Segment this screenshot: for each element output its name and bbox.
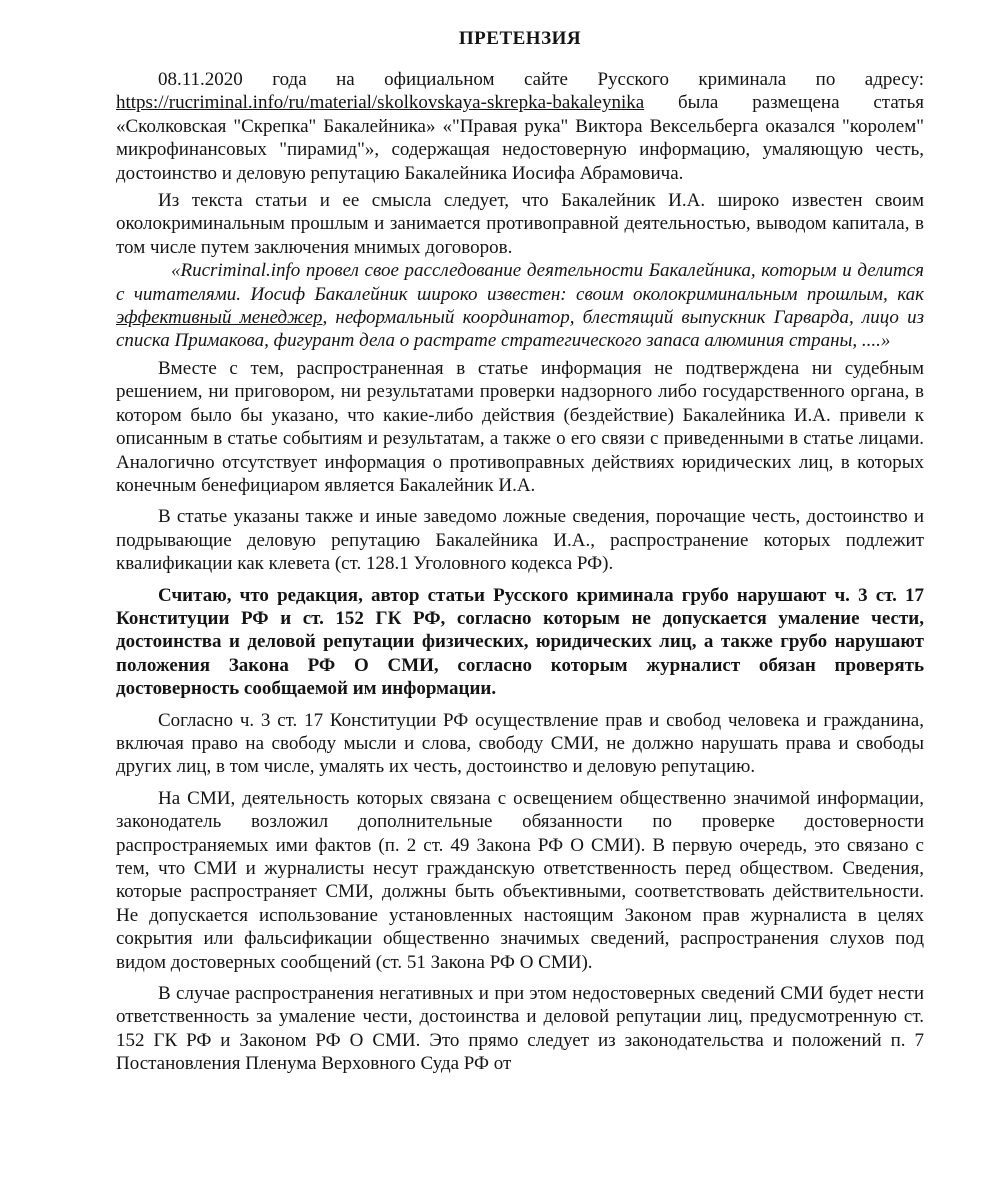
paragraph-article-quote bbox=[116, 259, 924, 353]
document-title: ПРЕТЕНЗИЯ bbox=[458, 28, 582, 49]
paragraph-publication-info bbox=[116, 68, 924, 185]
quote-text: «Rucriminal.info провел свое расследование деятельности Бакалейника, которым и делится с читателями. Иосиф Бакалейник широко известен: своим околокриминальным прошлым, как bbox=[116, 260, 924, 305]
paragraph-article-meaning: Из текста статьи и ее смысла следует, что Бакалейник И.А. широко известен своим околокриминальным прошлым и занимается противоправной деятельностью, выводом капитала, в том числе путем заключения мнимых договоров. bbox=[116, 190, 924, 258]
paragraph-not-confirmed: Вместе с тем, распространенная в статье информация не подтверждена ни судебным решением, ни приговором, ни результатами проверки надзорного либо государственного органа, в котором было бы указано, что какие-либо действия (бездействие) Бакалейника И.А. привели к описанным в статье событиям и результатам, а также о его связи с приведенными в статье лицами. Аналогично отсутствует информация о противоправных действиях юридических лиц, в которых конечным бенефициаром является Бакалейник И.А. bbox=[116, 357, 924, 496]
paragraph-false-info: В статье указаны также и иные заведомо ложные сведения, порочащие честь, достоинство и подрывающие деловую репутацию Бакалейника И.А., распространение которых подлежит квалификации как клевета (ст. 128.1 Уголовного кодекса РФ). bbox=[116, 506, 924, 575]
paragraph-constitution: Согласно ч. 3 ст. 17 Конституции РФ осуществление прав и свобод человека и гражданина, включая право на свободу мысли и слова, свободу СМИ, не должно нарушать права и свободы других лиц, в том числе, умалять их честь, достоинство и деловую репутацию. bbox=[116, 709, 924, 778]
quote-text: , неформальный координатор, блестящий выпускник Гарварда, лицо из списка Примакова, фигурант дела о растрате стратегического запаса алюминия страны, ....» bbox=[116, 307, 924, 352]
document-body bbox=[116, 68, 924, 1076]
paragraph-violation-claim: Считаю, что редакция, автор статьи Русского криминала грубо нарушают ч. 3 ст. 17 Конституции РФ и ст. 152 ГК РФ, согласно которым не допускается умаление чести, достоинства и деловой репутации физических, юридических лиц, а также грубо нарушают положения Закона РФ О СМИ, согласно которым журналист обязан проверять достоверность сообщаемой им информации. bbox=[116, 584, 924, 700]
quote-underlined-text: эффективный менеджер bbox=[116, 307, 323, 329]
paragraph-media-duties: На СМИ, деятельность которых связана с освещением общественно значимой информации, законодатель возложил дополнительные обязанности по проверке достоверности распространяемых ими фактов (п. 2 ст. 49 Закона РФ О СМИ). В первую очередь, это связано с тем, что СМИ и журналисты несут гражданскую ответственность перед обществом. Сведения, которые распространяет СМИ, должны быть объективными, соответствовать действительности. Не допускается использование установленных настоящим Законом прав журналиста в целях сокрытия или фальсификации общественно значимых сведений, распространения слухов под видом достоверных сообщений (ст. 51 Закона РФ О СМИ). bbox=[116, 787, 924, 973]
paragraph-text: была размещена статья «Сколковская "Скрепка" Бакалейника» «"Правая рука" Виктора Вексельберга оказался "королем" микрофинансовых "пирамид"», содержащая недостоверную информацию, умаляющую честь, достоинство и деловую репутацию Бакалейника Иосифа Абрамовича. bbox=[116, 92, 924, 184]
paragraph-text: 08.11.2020 года на официальном сайте Русского криминала по адресу: bbox=[158, 69, 924, 90]
article-url-link[interactable]: https://rucriminal.info/ru/material/skolkovskaya-skrepka-bakaleynika bbox=[116, 92, 645, 114]
paragraph-liability: В случае распространения негативных и при этом недостоверных сведений СМИ будет нести ответственность за умаление чести, достоинства и деловой репутации лиц, предусмотренную ст. 152 ГК РФ и Законом РФ О СМИ. Это прямо следует из законодательства и положений п. 7 Постановления Пленума Верховного Суда РФ от bbox=[116, 983, 924, 1075]
